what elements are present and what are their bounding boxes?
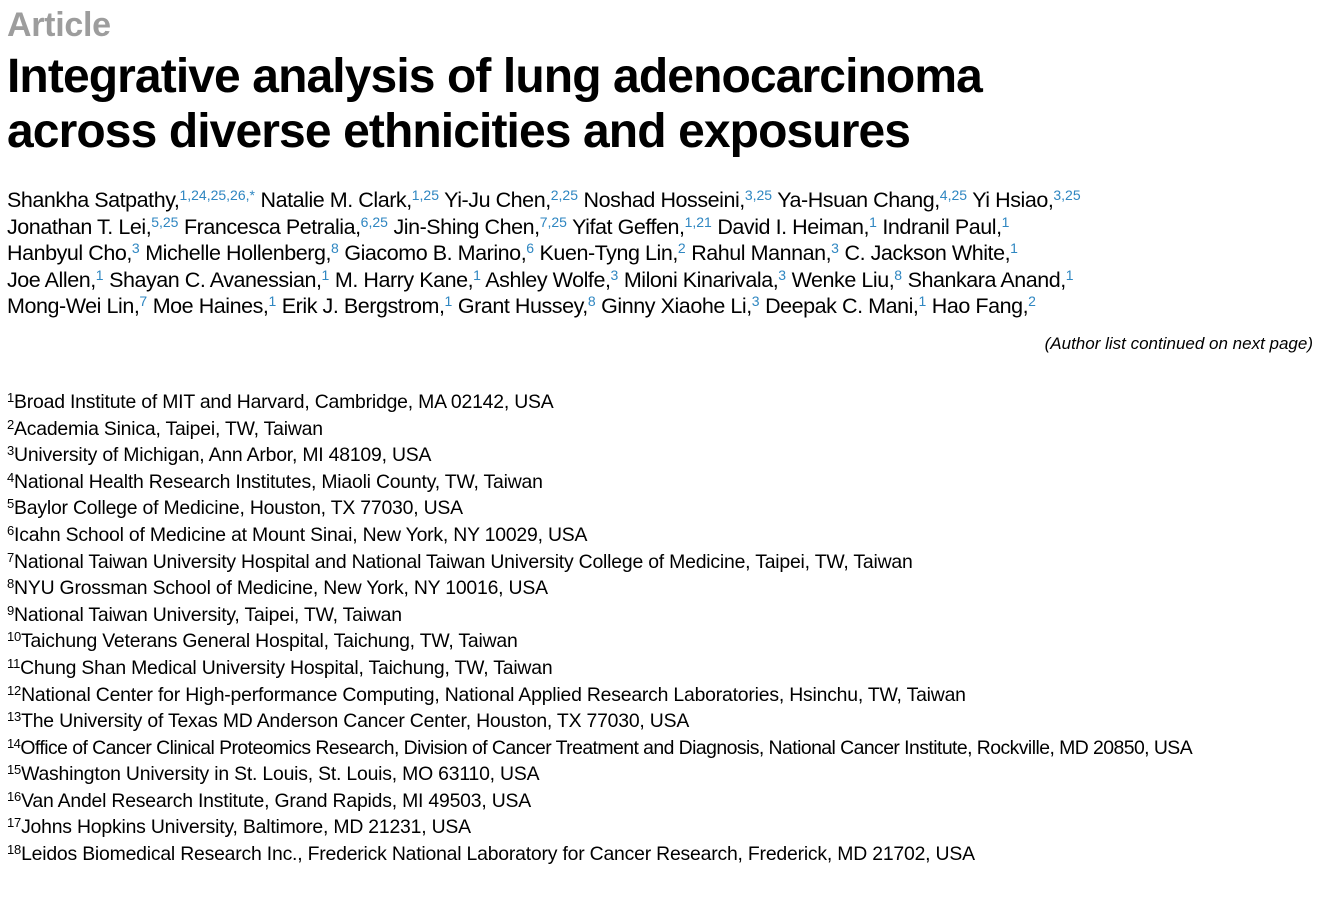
author-name: Yifat Geffen, — [572, 214, 685, 239]
affiliation-number: 1 — [7, 389, 15, 405]
author-affiliation-link[interactable]: 2,25 — [550, 187, 578, 203]
affiliation-text: National Center for High-performance Computing, National Applied Research Laboratories, Hsinchu, TW, Taiwan — [21, 683, 966, 706]
author-name: Ashley Wolfe, — [485, 267, 611, 292]
author-name: Joe Allen, — [7, 267, 96, 292]
author-name: Deepak C. Mani, — [765, 294, 919, 319]
affiliation-list — [7, 389, 1317, 868]
affiliation-number: 10 — [7, 629, 22, 645]
author-affiliation-link[interactable]: 4,25 — [939, 187, 968, 203]
affiliation-text: Broad Institute of MIT and Harvard, Cambridge, MA 02142, USA — [14, 390, 554, 413]
affiliation-text: National Health Research Institutes, Miaoli County, TW, Taiwan — [14, 470, 543, 493]
author-affiliation-link[interactable]: 1 — [1010, 240, 1018, 257]
affiliation-number: 15 — [7, 762, 22, 778]
affiliation-number: 11 — [7, 655, 21, 671]
affiliation-item — [7, 522, 1317, 549]
affiliation-text: The University of Texas MD Anderson Cancer Center, Houston, TX 77030, USA — [21, 710, 690, 733]
author-name: Ya-Hsuan Chang, — [777, 188, 940, 212]
author-affiliation-link[interactable]: 1,25 — [411, 187, 439, 203]
author-affiliation-link[interactable]: 3 — [131, 240, 140, 257]
author-line — [7, 293, 1317, 320]
affiliation-text: Van Andel Research Institute, Grand Rapids, MI 49503, USA — [21, 789, 531, 812]
author-name: David I. Heiman, — [717, 214, 870, 239]
author-affiliation-link[interactable]: 1 — [444, 293, 453, 310]
affiliation-number: 14 — [7, 735, 21, 751]
author-name: Miloni Kinarivala, — [623, 267, 779, 292]
author-name: Noshad Hosseini, — [583, 188, 745, 212]
author-affiliation-link[interactable]: 8 — [331, 240, 339, 257]
author-name: Kuen-Tyng Lin, — [539, 241, 678, 266]
section-label: Article — [7, 6, 111, 44]
affiliation-item — [7, 761, 1317, 788]
author-affiliation-link[interactable]: 3 — [610, 266, 619, 283]
affiliation-number: 13 — [7, 709, 22, 725]
author-affiliation-link[interactable]: 1 — [1001, 213, 1010, 230]
article-title — [7, 49, 1317, 159]
author-name: Shankha Satpathy, — [7, 188, 180, 212]
affiliation-item — [7, 841, 1317, 868]
affiliation-text: Academia Sinica, Taipei, TW, Taiwan — [14, 417, 323, 440]
author-affiliation-link[interactable]: 1 — [95, 266, 104, 283]
author-name: Indranil Paul, — [882, 214, 1002, 239]
author-name: Mong-Wei Lin, — [7, 294, 140, 319]
affiliation-text: Icahn School of Medicine at Mount Sinai, New York, NY 10029, USA — [14, 523, 588, 546]
article-page — [7, 0, 1317, 868]
affiliation-item — [7, 575, 1317, 602]
author-name: Rahul Mannan, — [691, 241, 832, 266]
author-name: Shayan C. Avanessian, — [109, 267, 322, 292]
author-name: Wenke Liu, — [791, 267, 895, 292]
author-name: Hao Fang, — [931, 294, 1029, 319]
affiliation-text: National Taiwan University Hospital and National Taiwan University College of Medicine, Taipei, TW, Taiwan — [14, 550, 913, 573]
author-affiliation-link[interactable]: 6 — [526, 240, 535, 257]
author-name: Francesca Petralia, — [184, 214, 361, 239]
author-line — [7, 267, 1317, 294]
author-affiliation-link[interactable]: 3,25 — [1053, 187, 1081, 203]
author-affiliation-link[interactable]: 7 — [139, 293, 148, 310]
affiliation-item — [7, 708, 1317, 735]
affiliation-number: 12 — [7, 682, 22, 698]
author-affiliation-link[interactable]: 8 — [894, 266, 903, 283]
affiliation-text: Office of Cancer Clinical Proteomics Research, Division of Cancer Treatment and Diagnosis, National Cancer Institute, Rockville, MD 20850, USA — [20, 736, 1193, 759]
author-line — [7, 187, 1317, 214]
author-affiliation-link[interactable]: 1 — [473, 266, 481, 283]
author-affiliation-link[interactable]: 7,25 — [539, 213, 567, 230]
affiliation-number: 4 — [7, 469, 15, 485]
author-name: Shankara Anand, — [907, 267, 1066, 292]
affiliation-item — [7, 655, 1317, 682]
affiliation-item — [7, 682, 1317, 709]
affiliation-text: Johns Hopkins University, Baltimore, MD 21231, USA — [21, 816, 471, 839]
author-affiliation-link[interactable]: 1 — [268, 293, 277, 310]
affiliation-text: Taichung Veterans General Hospital, Taichung, TW, Taiwan — [21, 630, 518, 653]
title-line-2: across diverse ethnicities and exposures — [7, 105, 911, 158]
author-name: C. Jackson White, — [844, 241, 1011, 266]
author-name: Yi-Ju Chen, — [444, 188, 551, 212]
author-affiliation-link[interactable]: 1,21 — [684, 213, 712, 230]
affiliation-item — [7, 788, 1317, 815]
author-list — [7, 187, 1317, 320]
author-line — [7, 214, 1317, 241]
author-name: Yi Hsiao, — [972, 188, 1054, 212]
author-name: Jonathan T. Lei, — [7, 214, 152, 239]
affiliation-text: University of Michigan, Ann Arbor, MI 48109, USA — [14, 444, 432, 467]
author-affiliation-link[interactable]: 1 — [1065, 266, 1074, 283]
affiliation-item — [7, 495, 1317, 522]
author-name: Ginny Xiaohe Li, — [601, 294, 752, 319]
author-affiliation-link[interactable]: 1 — [918, 293, 927, 310]
affiliation-item — [7, 814, 1317, 841]
affiliation-item — [7, 628, 1317, 655]
author-affiliation-link[interactable]: 2 — [1028, 293, 1036, 310]
author-name: M. Harry Kane, — [334, 267, 474, 292]
author-name: Michelle Hollenberg, — [145, 241, 331, 266]
affiliation-text: Baylor College of Medicine, Houston, TX 77030, USA — [14, 497, 463, 520]
author-name: Erik J. Bergstrom, — [281, 294, 445, 319]
author-affiliation-link[interactable]: 6,25 — [360, 213, 388, 230]
affiliation-number: 18 — [7, 842, 22, 858]
author-affiliation-link[interactable]: 2 — [677, 240, 686, 257]
author-name: Moe Haines, — [152, 294, 269, 319]
affiliation-text: Leidos Biomedical Research Inc., Frederick National Laboratory for Cancer Research, Frederick, MD 21702, USA — [21, 843, 975, 866]
affiliation-number: 2 — [7, 416, 15, 432]
affiliation-item — [7, 602, 1317, 629]
affiliation-item — [7, 735, 1317, 762]
author-name: Jin-Shing Chen, — [393, 214, 540, 239]
affiliation-text: NYU Grossman School of Medicine, New York, NY 10016, USA — [14, 577, 548, 600]
affiliation-item — [7, 442, 1317, 469]
author-affiliation-link[interactable]: 1,24,25,26,* — [179, 187, 255, 203]
author-affiliation-link[interactable]: 3,25 — [744, 187, 773, 203]
author-name: Grant Hussey, — [457, 294, 588, 319]
author-name: Hanbyul Cho, — [7, 241, 132, 266]
affiliation-number: 17 — [7, 815, 22, 831]
title-line-1: Integrative analysis of lung adenocarcinoma — [7, 50, 982, 103]
affiliation-number: 3 — [7, 443, 15, 459]
affiliation-text: Chung Shan Medical University Hospital, Taichung, TW, Taiwan — [20, 656, 553, 679]
affiliation-number: 6 — [7, 522, 15, 538]
affiliation-number: 8 — [7, 576, 15, 592]
affiliation-number: 7 — [7, 549, 15, 565]
author-line — [7, 240, 1317, 267]
author-name: Natalie M. Clark, — [260, 188, 412, 212]
affiliation-number: 9 — [7, 602, 15, 618]
author-affiliation-link[interactable]: 1 — [869, 213, 877, 230]
author-affiliation-link[interactable]: 3 — [751, 293, 760, 310]
affiliation-item — [7, 549, 1317, 576]
author-affiliation-link[interactable]: 8 — [587, 293, 596, 310]
author-list-continued-note: (Author list continued on next page) — [1044, 333, 1313, 353]
author-name: Giacomo B. Marino, — [344, 241, 527, 266]
affiliation-number: 5 — [7, 496, 15, 512]
author-affiliation-link[interactable]: 3 — [831, 240, 839, 257]
affiliation-item — [7, 469, 1317, 496]
author-affiliation-link[interactable]: 3 — [778, 266, 787, 283]
affiliation-text: Washington University in St. Louis, St. Louis, MO 63110, USA — [21, 763, 540, 786]
author-affiliation-link[interactable]: 1 — [321, 266, 330, 283]
affiliation-item — [7, 389, 1317, 416]
affiliation-text: National Taiwan University, Taipei, TW, Taiwan — [14, 603, 402, 626]
author-affiliation-link[interactable]: 5,25 — [151, 213, 179, 230]
affiliation-number: 16 — [7, 788, 22, 804]
affiliation-item — [7, 416, 1317, 443]
